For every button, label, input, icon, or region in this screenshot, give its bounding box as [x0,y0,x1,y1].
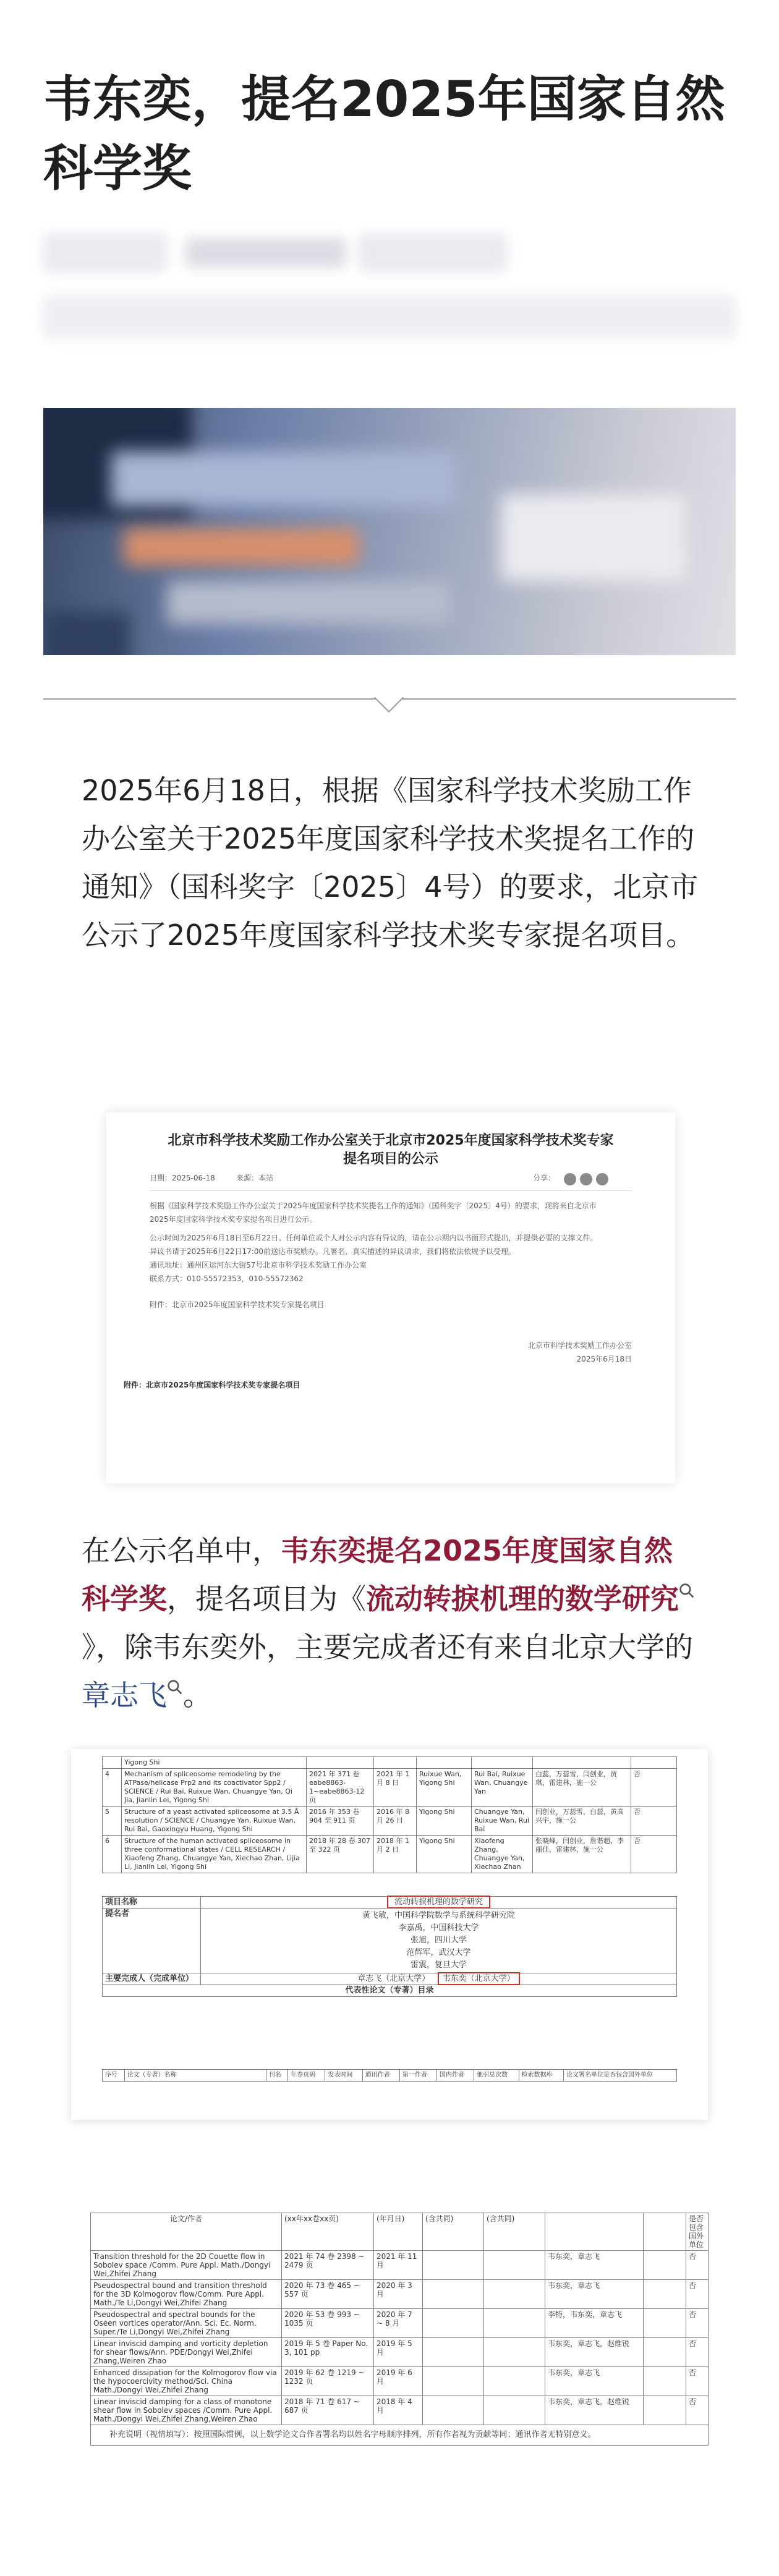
papers-column-header: 序号 论文（专著）名称 刊名 年卷页码 发表时间 通讯作者 第一作者 国内作者 他引总次数 检索数据库 论文署名单位是否包含国外单位 [102,2069,677,2082]
paper-table-top [102,1756,677,1873]
project-name-link[interactable]: 流动转捩机理的数学研究 [366,1582,679,1616]
divider-notch [374,683,404,713]
notice-source: 来源：本站 [236,1174,274,1182]
table-note-row: 补充说明（视情填写）：按照国际惯例，以上数学论文合作者署名均以姓名字母顺序排列，所有作者视为贡献等同；通讯作者无特别意义。 [91,2425,709,2446]
papers-heading: 代表性论文（专著）目录 [103,1985,677,1997]
author-name-blur [185,238,346,268]
papers-table-screenshot [90,2213,709,2546]
project-table-screenshot [71,1749,708,2120]
article-title-line2: 科学奖 [43,140,192,197]
table-row: 4 Mechanism of spliceosome remodeling by the ATPase/helicase Prp2 and its coactivator Spp2 / SCIENCE / Rui Bai, Ruixue Wan, Chuangye Yan, Qi Jia, Jianlin Lei, Yigong Shi 2021 年 371 卷 eabe8863-1~eabe8863-12 页 2021 年 1 月 8 日 Ruixue Wan, Yigong Shi Rui Bai, Ruixue Wan, Chuangye Yan 白蕊，万蕊雪，闫创业，贾琪，雷建林，施一公 否 [103,1769,677,1807]
project-info-table: 项目名称 流动转捩机理的数学研究 提名者 黄飞敏，中国科学院数学与系统科学研究院 李嘉禹，中国科技大学 张旭，四川大学 范辉军，武汉大学 雷震，复旦大学 主要完成人（完成单位） 章志飞（北京大学） 韦东奕（北京大学） 代表性论文（专著）目录 [102,1896,677,1997]
article-title [43,65,736,203]
table-row: Transition threshold for the 2D Couette flow in Sobolev space /Comm. Pure Appl. Math./Dongyi Wei,Zhifei Zhang 2021 年 74 卷 2398 ~ 2479 页 2021 年 11 月 韦东奕，章志飞 否 [91,2251,709,2280]
table-header-row: 论文/作者 (xx年xx卷xx页) (年月日) (含共同) (含共同) 是否包含国外单位 [91,2213,709,2251]
table-row: Yigong Shi [103,1757,677,1769]
notice-attachment-link[interactable]: 附件：北京市2025年度国家科学技术奖专家提名项目 [150,1300,325,1309]
notice-body-1: 根据《国家科学技术奖励工作办公室关于2025年度国家科学技术奖提名工作的通知》（国科奖字〔2025〕4号）的要求，现将来自北京市 2025年度国家科学技术奖专家提名项目进行公示。 [150,1201,597,1224]
article-title-line1: 韦东奕，提名2025年国家自然 [43,70,725,128]
notice-screenshot [106,1112,675,1483]
highlight-nomination: 韦东奕提名2025年度国家自然科学奖 [82,1534,673,1616]
table-row: Linear inviscid damping and vorticity depletion for shear flows/Ann. PDE/Dongyi Wei,Zhifei Zhang,Weiren Zhao 2019 年 5 卷 Paper No. 3, 101 pp 2019 年 5 月 韦东奕，章志飞，赵维锐 否 [91,2338,709,2367]
table-row: Pseudospectral and spectral bounds for the Oseen vortices operator/Ann. Sci. Ec. Norm. Super./Te Li,Dongyi Wei,Zhifei Zhang 2020 年 53 卷 993 ~ 1035 页 2020 年 7 ~ 8 月 李特，韦东奕，章志飞 否 [91,2309,709,2338]
table-row: Pseudospectral bound and transition threshold for the 3D Kolmogorov flow/Comm. Pure Appl. Math./Te Li,Dongyi Wei,Zhifei Zhang 2020 年 73 卷 465 ~ 557 页 2020 年 3 月 韦东奕，章志飞 否 [91,2280,709,2309]
hero-image [43,408,736,655]
share-weibo-icon[interactable] [564,1173,576,1185]
project-name-cell: 流动转捩机理的数学研究 [387,1896,490,1909]
paragraph-intro: 2025年6月18日，根据《国家科学技术奖励工作办公室关于2025年度国家科学技术奖提名工作的通知》（国科奖字〔2025〕4号）的要求，北京市公示了2025年度国家科学技术奖专家提名项目。 [82,774,699,952]
notice-body-2: 公示时间为2025年6月18日至6月22日。任何单位或个人对公示内容有异议的，请在公示期内以书面形式提出，并提供必要的支撑文件。 异议书请于2025年6月22日17:00前送达市奖励办。凡署名、真实描述的异议请求，我们将依法依规予以受理。 通讯地址：通州区运河东大街57号北京市科学技术奖励工作办公室 联系方式：010-55572353，010-55572362 [150,1234,598,1283]
notice-title-line2: 提名项目的公示 [343,1151,438,1167]
notice-share-label: 分享： [533,1174,556,1182]
person-link-zhangzhifei[interactable]: 章志飞 [82,1679,167,1712]
table-row: 6 Structure of the human activated spliceosome in three conformational states / CELL RESEARCH / Xiaofeng Zhang, Chuangye Yan, Xiechao Zhan, Lijia Li, Jianlin Lei, Yigong Shi 2018 年 28 卷 307 至 322 页 2018 年 1 月 2 日 Yigong Shi Xiaofeng Zhang, Chuangye Yan, Xiechao Zhan 张晓峰，闫创业，詹谐超，李丽佳，雷建林，施一公 否 [103,1836,677,1873]
author-avatar-blur [43,234,167,272]
paragraph-nomination: 在公示名单中，韦东奕提名2025年度国家自然科学奖，提名项目为《流动转捩机理的数学研究》，除韦东奕外，主要完成者还有来自北京大学的章志飞 。 [82,1527,700,1719]
search-icon[interactable] [167,1679,183,1695]
nominators-list: 黄飞敏，中国科学院数学与系统科学研究院 李嘉禹，中国科技大学 张旭，四川大学 范辉军，武汉大学 雷震，复旦大学 [201,1909,677,1973]
notice-date: 日期：2025-06-18 [150,1174,215,1182]
table-row: 5 Structure of a yeast activated spliceosome at 3.5 Å resolution / SCIENCE / Chuangye Yan, Ruixue Wan, Rui Bai, Gaoxingyu Huang, Yigong Shi 2016 年 353 卷 904 至 911 页 2016 年 8 月 26 日 Yigong Shi Chuangye Yan, Ruixue Wan, Rui Bai 闫创业，万蕊雪，白蕊，黄高兴宇，施一公 否 [103,1807,677,1836]
papers-table [90,2213,709,2446]
share-qq-icon[interactable] [596,1173,608,1185]
notice-rule [150,1190,632,1191]
notice-title-line1: 北京市科学技术奖励工作办公室关于北京市2025年度国家科学技术奖专家 [168,1133,614,1148]
table-row: Linear inviscid damping for a class of monotone shear flow in Sobolev spaces /Comm. Pure Appl. Math./Dongyi Wei,Zhifei Zhang,Weiren Zhao 2018 年 71 卷 617 ~ 687 页 2018 年 4 月 韦东奕，章志飞，赵维锐 否 [91,2396,709,2425]
notice-footer-attachment[interactable]: 附件：北京市2025年度国家科学技术奖专家提名项目 [124,1381,300,1389]
notice-signature: 北京市科学技术奖励工作办公室 2025年6月18日 [527,1341,632,1363]
table-row: Enhanced dissipation for the Kolmogorov flow via the hypocoercivity method/Sci. China Math./Dongyi Wei,Zhifei Zhang 2019 年 62 卷 1219 ~ 1232 页 2019 年 6 月 韦东奕，章志飞 否 [91,2367,709,2396]
author-meta-blur [359,234,507,272]
completer-zhangzhifei: 章志飞（北京大学） [357,1974,430,1983]
completer-weidongyi: 韦东奕（北京大学） [438,1972,520,1985]
search-icon[interactable] [679,1583,695,1599]
share-wechat-icon[interactable] [580,1173,592,1185]
summary-blur [43,295,736,339]
